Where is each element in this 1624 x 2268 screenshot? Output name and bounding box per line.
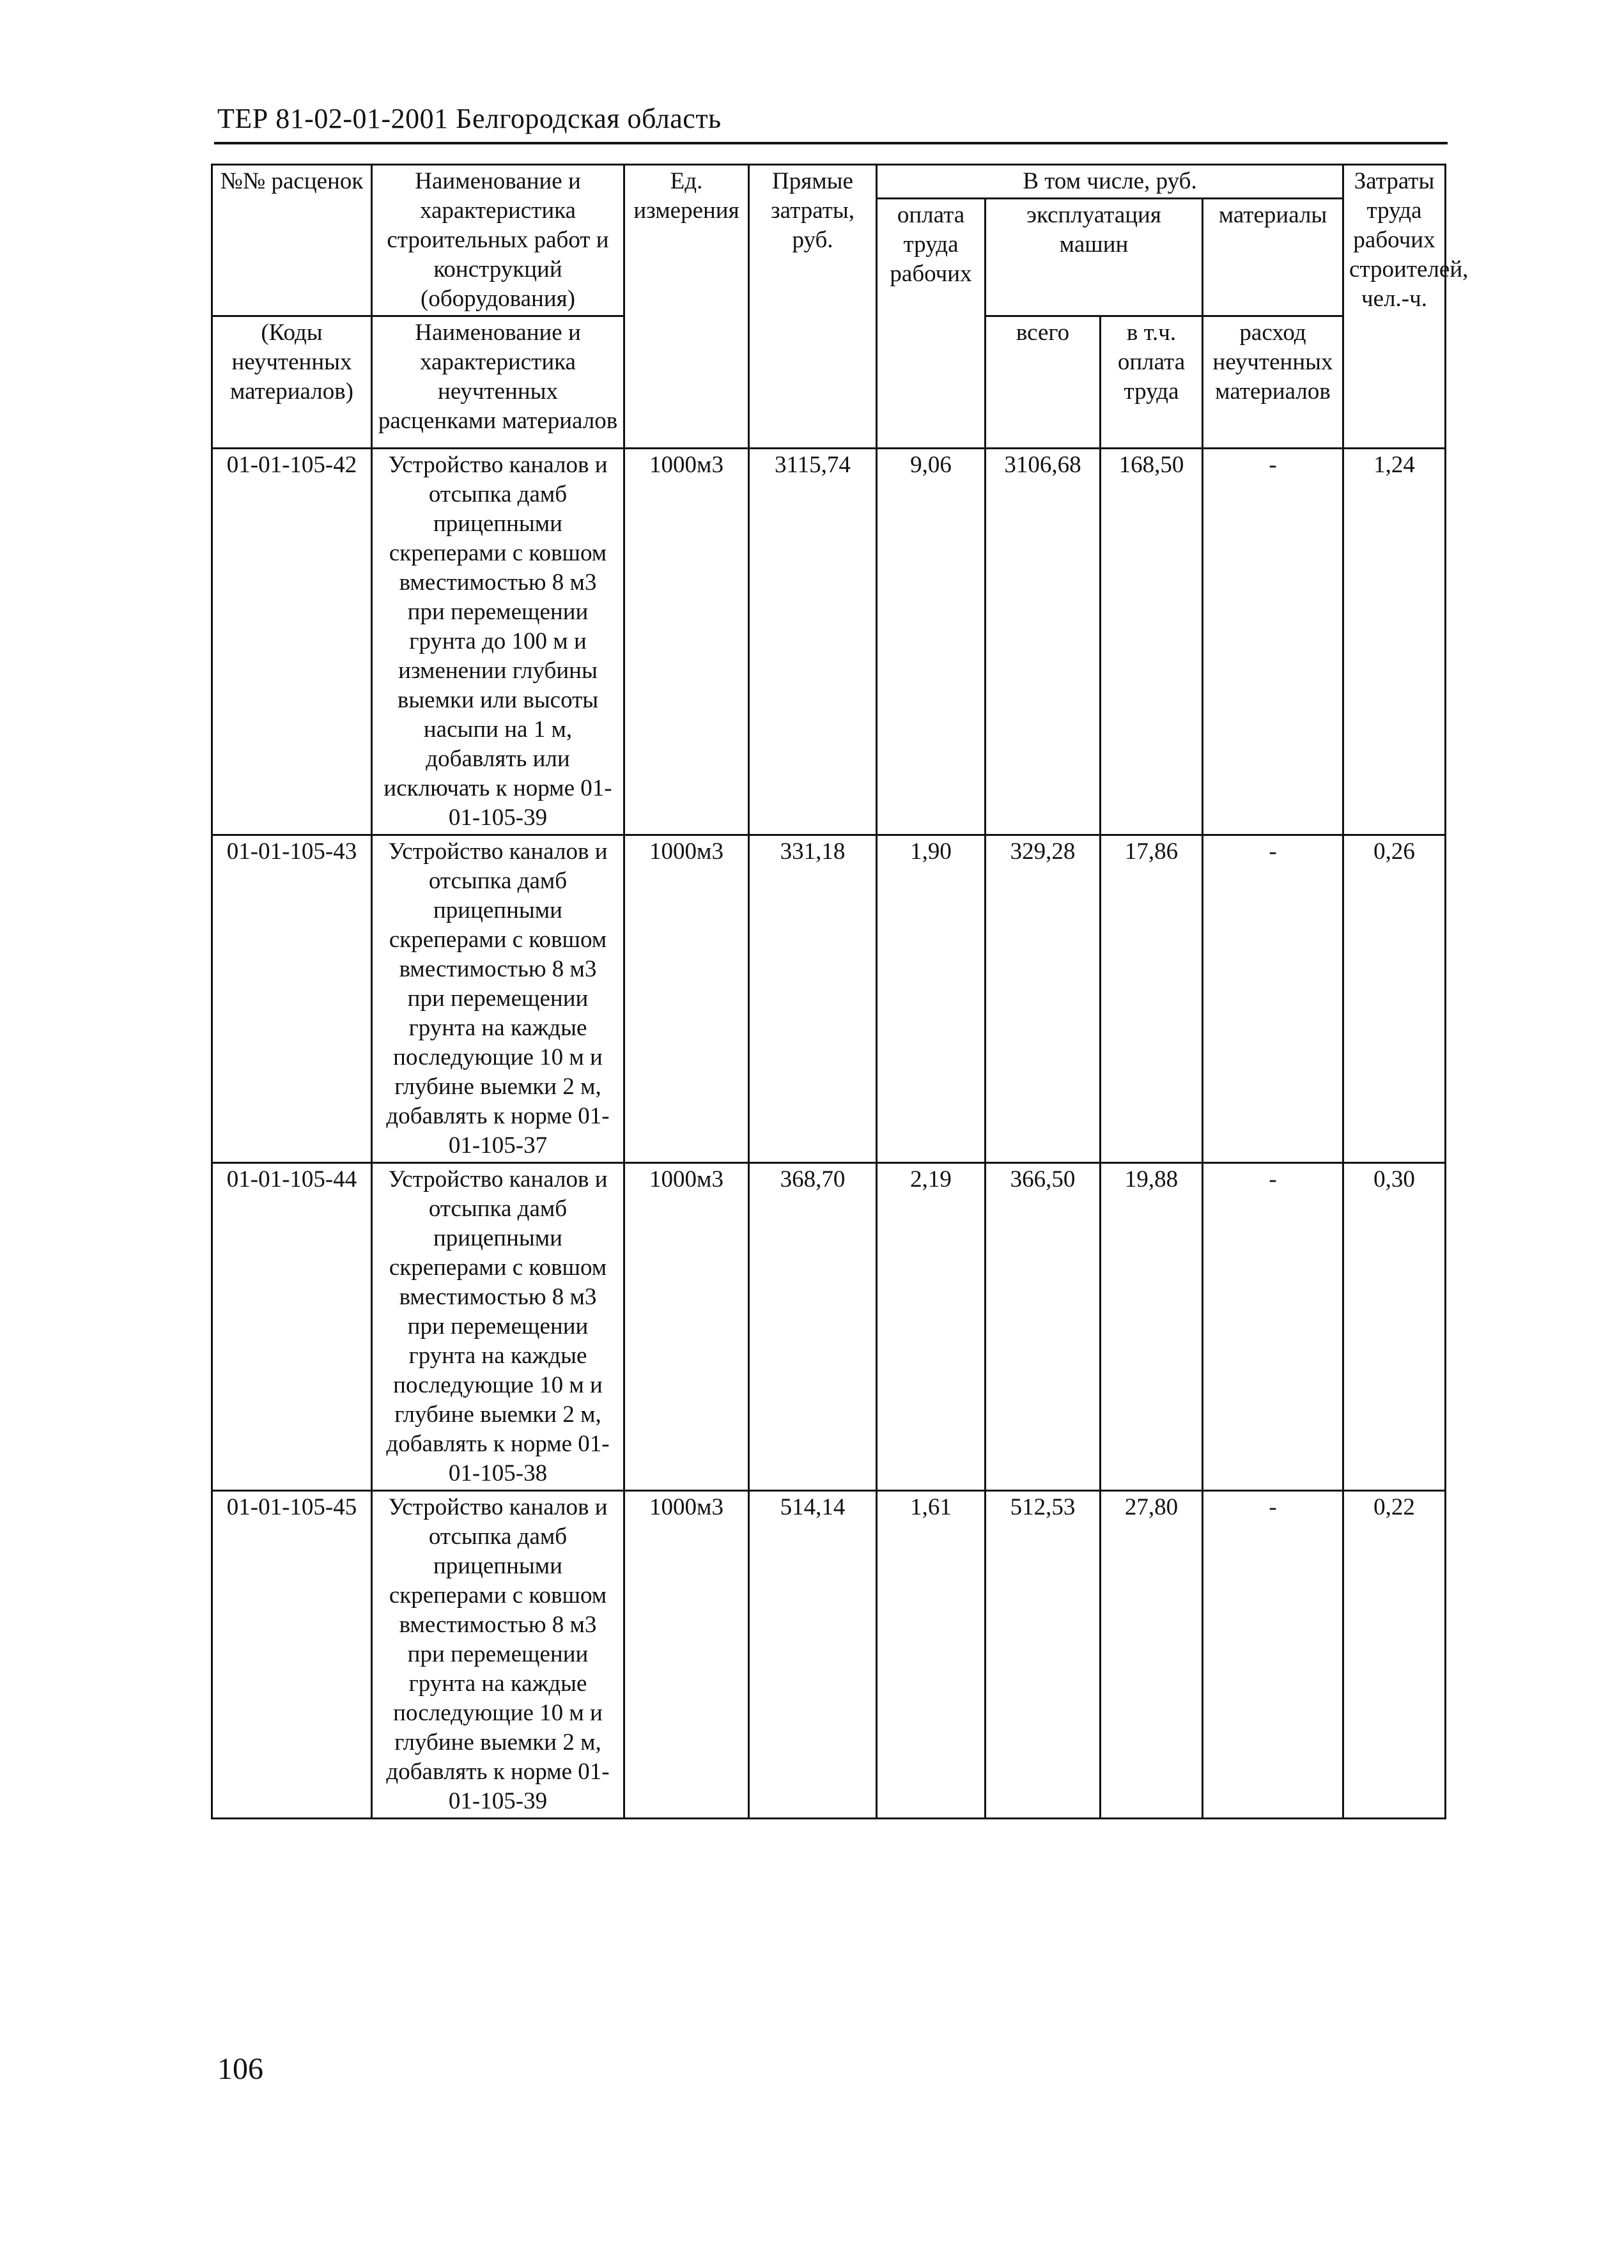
rate-direct-costs: 331,18 [749, 835, 877, 1163]
header-including: В том числе, руб. [877, 165, 1343, 199]
header-machines-labor: в т.ч. оплата труда [1101, 316, 1203, 449]
rates-table [211, 164, 1469, 1819]
rate-description: Устройство каналов и отсыпка дамб прицепными скреперами с ковшом вместимостью 8 м3 при перемещении грунта на каждые последующие 10 м и глубине выемки 2 м, добавлять к норме 01-01-105-38 [372, 1163, 624, 1491]
rate-materials: - [1203, 1163, 1343, 1491]
rate-code: 01-01-105-44 [212, 1163, 372, 1491]
header-code: №№ расценок [212, 165, 372, 316]
table-row [212, 835, 1446, 1163]
header-unit: Ед. измерения [624, 165, 749, 449]
header-labor-pay: оплата труда рабочих [877, 199, 986, 449]
rate-materials: - [1203, 835, 1343, 1163]
header-direct-costs: Прямые затраты, руб. [749, 165, 877, 449]
rate-labor-hours: 0,30 [1343, 1163, 1446, 1491]
header-material-codes: (Коды неучтенных материалов) [212, 316, 372, 449]
header-unaccounted-materials: расход неучтенных материалов [1203, 316, 1343, 449]
rate-machines-labor: 168,50 [1101, 449, 1203, 835]
rate-code: 01-01-105-45 [212, 1491, 372, 1819]
rate-unit: 1000м3 [624, 1163, 749, 1491]
rate-code: 01-01-105-43 [212, 835, 372, 1163]
rate-materials: - [1203, 1491, 1343, 1819]
table-row [212, 1491, 1446, 1819]
page-number: 106 [217, 2052, 263, 2086]
rate-code: 01-01-105-42 [212, 449, 372, 835]
rate-description: Устройство каналов и отсыпка дамб прицепными скреперами с ковшом вместимостью 8 м3 при перемещении грунта до 100 м и изменении глубины выемки или высоты насыпи на 1 м, добавлять или исключать к норме 01-01-105-39 [372, 449, 624, 835]
rate-machines-total: 329,28 [986, 835, 1101, 1163]
rate-labor-pay: 1,90 [877, 835, 986, 1163]
header-machines-total: всего [986, 316, 1101, 449]
header-labor-hours: Затраты труда рабочих строителей, чел.-ч. [1343, 165, 1446, 449]
rate-unit: 1000м3 [624, 1491, 749, 1819]
rate-labor-hours: 0,26 [1343, 835, 1446, 1163]
rate-labor-pay: 9,06 [877, 449, 986, 835]
rate-direct-costs: 514,14 [749, 1491, 877, 1819]
rate-description: Устройство каналов и отсыпка дамб прицепными скреперами с ковшом вместимостью 8 м3 при перемещении грунта на каждые последующие 10 м и глубине выемки 2 м, добавлять к норме 01-01-105-37 [372, 835, 624, 1163]
header-material-name: Наименование и характеристика неучтенных расценками материалов [372, 316, 624, 449]
header-machines: эксплуатация машин [986, 199, 1203, 316]
table-row [212, 449, 1446, 835]
header-name: Наименование и характеристика строительных работ и конструкций (оборудования) [372, 165, 624, 316]
rate-labor-hours: 1,24 [1343, 449, 1446, 835]
rate-direct-costs: 3115,74 [749, 449, 877, 835]
rate-machines-labor: 19,88 [1101, 1163, 1203, 1491]
rate-machines-total: 512,53 [986, 1491, 1101, 1819]
rate-unit: 1000м3 [624, 835, 749, 1163]
document-header: ТЕР 81-02-01-2001 Белгородская область [217, 103, 722, 134]
rate-description: Устройство каналов и отсыпка дамб прицепными скреперами с ковшом вместимостью 8 м3 при перемещении грунта на каждые последующие 10 м и глубине выемки 2 м, добавлять к норме 01-01-105-39 [372, 1491, 624, 1819]
rate-machines-labor: 17,86 [1101, 835, 1203, 1163]
rate-labor-pay: 1,61 [877, 1491, 986, 1819]
rate-unit: 1000м3 [624, 449, 749, 835]
table-row [212, 1163, 1446, 1491]
rate-machines-labor: 27,80 [1101, 1491, 1203, 1819]
header-row-1 [212, 165, 1446, 199]
rate-direct-costs: 368,70 [749, 1163, 877, 1491]
header-materials: материалы [1203, 199, 1343, 316]
header-rule [214, 142, 1448, 144]
rate-machines-total: 3106,68 [986, 449, 1101, 835]
rate-labor-pay: 2,19 [877, 1163, 986, 1491]
rate-materials: - [1203, 449, 1343, 835]
rate-machines-total: 366,50 [986, 1163, 1101, 1491]
rate-labor-hours: 0,22 [1343, 1491, 1446, 1819]
